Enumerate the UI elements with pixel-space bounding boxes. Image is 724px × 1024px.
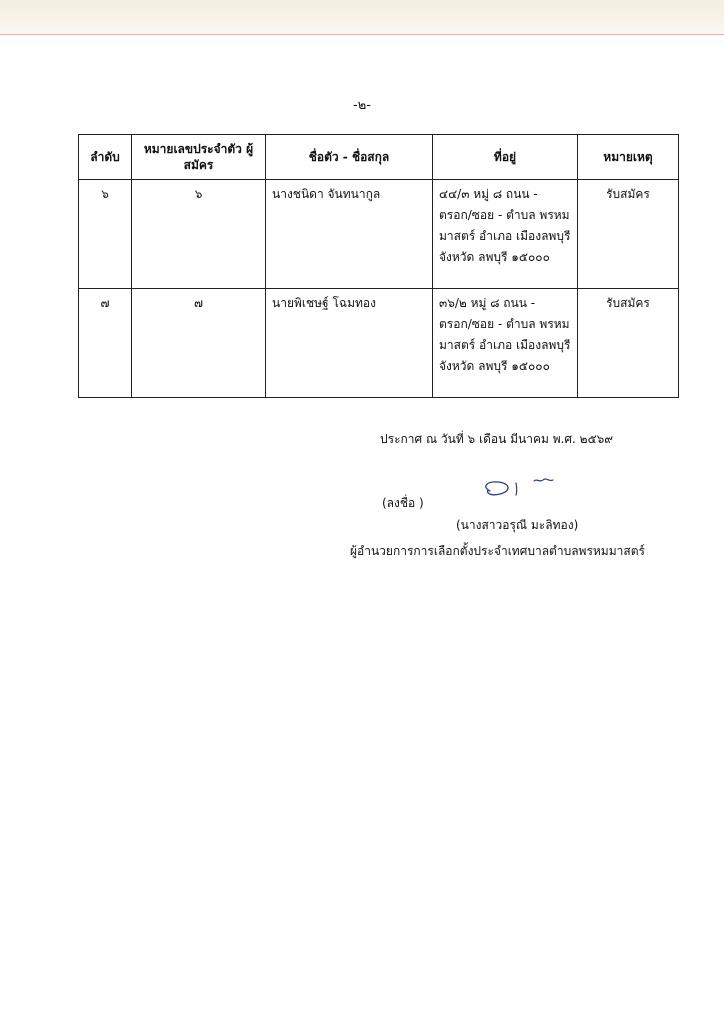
page-number: -๒- bbox=[353, 98, 371, 113]
cell-address: ๔๔/๓ หมู่ ๘ ถนน - ตรอก/ซอย - ตำบล พรหมมาสตร์ อำเภอ เมืองลพบุรี จังหวัด ลพบุรี ๑๕๐๐๐ bbox=[433, 180, 578, 289]
table-row bbox=[79, 180, 679, 289]
cell-name: นางชนิดา จันทนากูล bbox=[266, 180, 433, 289]
handwritten-signature bbox=[476, 474, 572, 506]
header-address: ที่อยู่ bbox=[433, 135, 578, 180]
header-applicant-no: หมายเลขประจำตัว ผู้สมัคร bbox=[132, 135, 266, 180]
table-row bbox=[79, 289, 679, 398]
signature-label: (ลงชื่อ ) bbox=[382, 496, 424, 510]
signer-name: (นางสาวอรุณี มะลิทอง) bbox=[456, 518, 579, 532]
applicant-table bbox=[78, 134, 679, 398]
cell-order: ๖ bbox=[79, 180, 132, 289]
header-rule bbox=[0, 34, 724, 35]
scan-top-strip bbox=[0, 0, 724, 34]
cell-applicant-no: ๖ bbox=[132, 180, 266, 289]
announcement-date: ประกาศ ณ วันที่ ๖ เดือน มีนาคม พ.ศ. ๒๕๖๙ bbox=[380, 432, 614, 446]
cell-name: นายพิเชษฐ์ โฉมทอง bbox=[266, 289, 433, 398]
header-note: หมายเหตุ bbox=[578, 135, 679, 180]
table-header-row bbox=[79, 135, 679, 180]
cell-order: ๗ bbox=[79, 289, 132, 398]
cell-note: รับสมัคร bbox=[578, 180, 679, 289]
cell-address: ๓๖/๒ หมู่ ๘ ถนน - ตรอก/ซอย - ตำบล พรหมมาสตร์ อำเภอ เมืองลพบุรี จังหวัด ลพบุรี ๑๕๐๐๐ bbox=[433, 289, 578, 398]
header-order: ลำดับ bbox=[79, 135, 132, 180]
cell-applicant-no: ๗ bbox=[132, 289, 266, 398]
header-name: ชื่อตัว - ชื่อสกุล bbox=[266, 135, 433, 180]
signer-position: ผู้อำนวยการการเลือกตั้งประจำเทศบาลตำบลพรหมมาสตร์ bbox=[350, 544, 645, 558]
cell-note: รับสมัคร bbox=[578, 289, 679, 398]
